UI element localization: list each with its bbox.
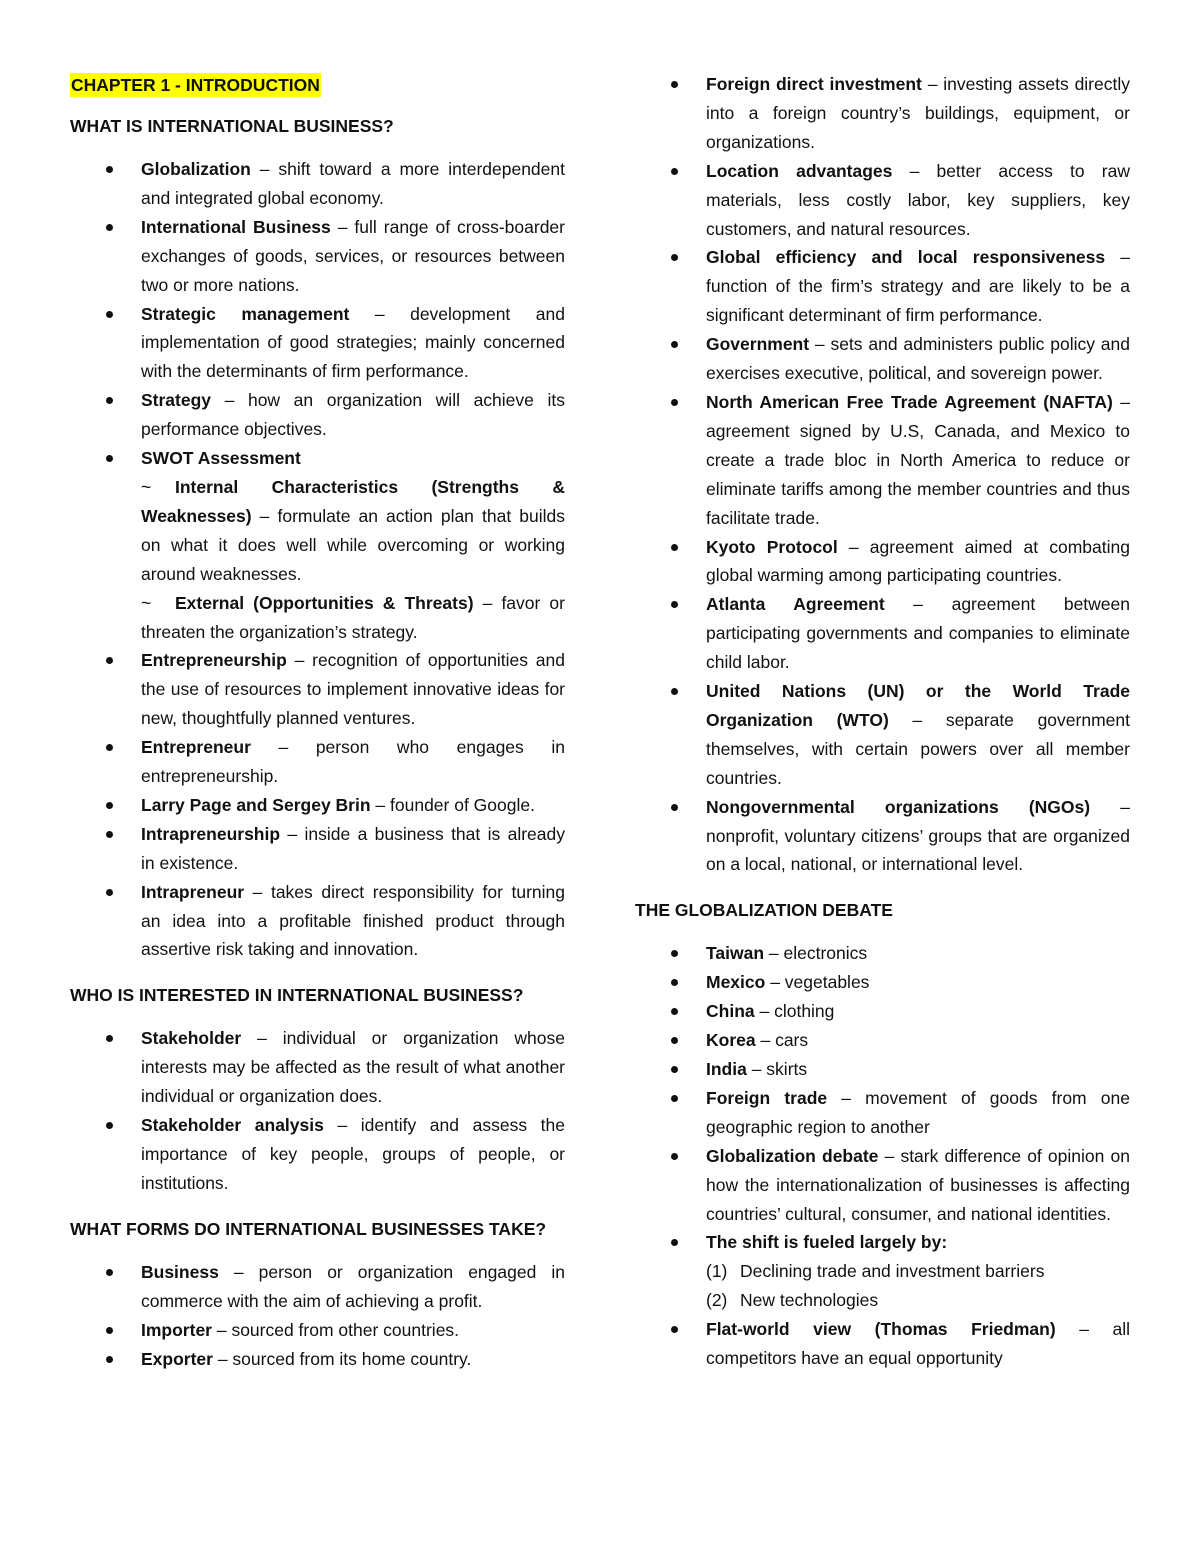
section-heading-what-is: WHAT IS INTERNATIONAL BUSINESS? (70, 116, 394, 136)
list-item (70, 791, 565, 820)
bullet-icon (671, 254, 678, 261)
bullet-icon (671, 168, 678, 175)
list-item (635, 677, 1130, 793)
term: China (706, 1001, 755, 1022)
definition: – formulate an action plan that builds on what it does well while overcoming or working around weaknesses. (141, 505, 565, 584)
bullet-icon (671, 688, 678, 695)
term: The shift is fueled largely by: (706, 1232, 948, 1253)
bullet-icon (106, 1035, 113, 1042)
left-column (70, 70, 565, 1373)
list-item (635, 533, 1130, 591)
definition: – person who engages in entrepreneurship. (141, 737, 565, 787)
term: Stakeholder analysis (141, 1115, 324, 1136)
definition: – better access to raw materials, less costly labor, key suppliers, key customers, and natural resources. (706, 160, 1130, 239)
list-item (70, 1316, 565, 1345)
definition: – cars (755, 1030, 809, 1051)
list-item (635, 243, 1130, 330)
bullet-icon (106, 889, 113, 896)
definition: – favor or threaten the organization’s strategy. (141, 592, 565, 642)
term: Intrapreneurship (141, 823, 281, 844)
definition: – electronics (764, 943, 868, 964)
bullet-icon (671, 1066, 678, 1073)
bullet-icon (671, 950, 678, 957)
section-heading-globalization-debate: THE GLOBALIZATION DEBATE (635, 900, 893, 921)
term: Flat-world view (Thomas Friedman) (706, 1319, 1056, 1340)
swot-external (141, 589, 565, 647)
definition: – separate government themselves, with certain powers over all member countries. (706, 709, 1130, 788)
list-item (70, 213, 565, 300)
list-item (635, 590, 1130, 677)
list-item (70, 820, 565, 878)
list-item (635, 939, 1130, 968)
term: Importer (141, 1319, 212, 1340)
list-item (635, 157, 1130, 244)
tilde-marker: ~ (141, 476, 152, 497)
term: Government (706, 334, 810, 355)
definition: – stark difference of opinion on how the internationalization of businesses is affecting countries’ cultural, consumer, and national identities. (706, 1145, 1130, 1224)
definition: – development and implementation of good strategies; mainly concerned with the determinants of firm performance. (141, 303, 565, 382)
bullet-icon (671, 979, 678, 986)
term: Nongovernmental organizations (NGOs) (706, 796, 1091, 817)
term: Mexico (706, 972, 766, 993)
chapter-title: CHAPTER 1 - INTRODUCTION (71, 75, 320, 95)
bullet-list (635, 939, 1130, 1257)
term: Larry Page and Sergey Brin (141, 794, 371, 815)
term: Foreign direct investment (706, 74, 922, 94)
definition: – investing assets directly into a foreign country’s buildings, equipment, or organizations. (706, 74, 1130, 152)
bullet-icon (106, 1122, 113, 1129)
definition: – nonprofit, voluntary citizens’ groups that are organized on a local, national, or international level. (706, 796, 1130, 875)
list-item (635, 70, 1130, 157)
term: North American Free Trade Agreement (NAFTA) (706, 391, 1113, 412)
list-item (635, 388, 1130, 533)
definition: – recognition of opportunities and the use of resources to implement innovative ideas for new, thoughtfully planned ventures. (141, 650, 565, 729)
list-item (70, 386, 565, 444)
term: Atlanta Agreement (706, 594, 885, 615)
definition: – how an organization will achieve its performance objectives. (141, 390, 565, 440)
bullet-icon (671, 1095, 678, 1102)
list-item (70, 1111, 565, 1198)
tilde-marker: ~ (141, 592, 152, 613)
list-item-shift (635, 1228, 1130, 1257)
list-item (635, 968, 1130, 997)
list-item (635, 330, 1130, 388)
list-item (635, 1315, 1130, 1373)
list-item (635, 1026, 1130, 1055)
definition: – inside a business that is already in existence. (141, 823, 565, 873)
term: Foreign trade (706, 1087, 828, 1108)
numbered-point (635, 1286, 1130, 1315)
bullet-list (70, 1258, 565, 1374)
definition: – movement of goods from one geographic region to another (706, 1087, 1130, 1137)
bullet-icon (671, 1153, 678, 1160)
term: United Nations (UN) or the World Trade Organization (WTO) (706, 681, 1130, 730)
bullet-icon (106, 744, 113, 751)
bullet-icon (106, 657, 113, 664)
term: Internal Characteristics (Strengths & Weaknesses) (141, 476, 565, 526)
list-item (635, 997, 1130, 1026)
term: India (706, 1059, 747, 1079)
bullet-icon (671, 804, 678, 811)
term: Korea (706, 1030, 756, 1051)
definition: – full range of cross-boarder exchanges of goods, services, or resources between two or more nations. (141, 216, 565, 295)
definition: – takes direct responsibility for turning an idea into a profitable finished product through assertive risk taking and innovation. (141, 881, 565, 960)
term: Exporter (141, 1348, 213, 1369)
term: International Business (141, 216, 331, 237)
definition: – sets and administers public policy and exercises executive, political, and sovereign power. (706, 334, 1130, 384)
definition: – sourced from its home country. (212, 1348, 472, 1369)
list-item (70, 1258, 565, 1316)
bullet-icon (106, 1327, 113, 1334)
term: Location advantages (706, 160, 893, 181)
point-text: Declining trade and investment barriers (740, 1261, 1045, 1282)
right-column (635, 70, 1130, 1373)
term: Entrepreneurship (141, 650, 287, 671)
definition: – agreement between participating governments and companies to eliminate child labor. (706, 594, 1130, 673)
bullet-icon (671, 341, 678, 348)
bullet-list (70, 155, 565, 964)
bullet-list (635, 70, 1130, 879)
bullet-icon (106, 311, 113, 318)
list-item (70, 155, 565, 213)
definition: – sourced from other countries. (211, 1319, 460, 1340)
number-marker: (2) (706, 1290, 728, 1311)
definition: – clothing (754, 1001, 835, 1022)
bullet-icon (671, 1326, 678, 1333)
list-item (635, 1084, 1130, 1142)
number-marker: (1) (706, 1261, 728, 1282)
list-item (635, 793, 1130, 880)
list-item (70, 300, 565, 387)
term: Strategy (141, 390, 212, 411)
term: Taiwan (706, 943, 765, 964)
bullet-icon (106, 224, 113, 231)
definition: – skirts (746, 1059, 808, 1079)
section-heading-who-is: WHO IS INTERESTED IN INTERNATIONAL BUSINESS? (70, 985, 524, 1006)
point-text: New technologies (740, 1290, 879, 1311)
list-item (70, 878, 565, 965)
term: Globalization debate (706, 1145, 879, 1166)
term: Intrapreneur (141, 881, 245, 902)
term: Stakeholder (141, 1028, 242, 1049)
definition: – function of the firm’s strategy and are likely to be a significant determinant of firm performance. (706, 247, 1130, 326)
term: Kyoto Protocol (706, 536, 838, 557)
bullet-icon (106, 455, 113, 462)
bullet-icon (106, 1356, 113, 1363)
list-item (70, 733, 565, 791)
bullet-list (635, 1315, 1130, 1373)
bullet-icon (671, 1037, 678, 1044)
bullet-icon (671, 399, 678, 406)
bullet-icon (671, 601, 678, 608)
bullet-icon (106, 1269, 113, 1276)
list-item (70, 646, 565, 733)
bullet-icon (106, 802, 113, 809)
term: Business (141, 1261, 219, 1282)
bullet-icon (106, 831, 113, 838)
definition: – founder of Google. (370, 794, 535, 815)
term: Strategic management (141, 303, 350, 324)
bullet-icon (671, 544, 678, 551)
list-item (635, 1055, 1130, 1084)
list-item-swot (70, 444, 565, 646)
section-heading-what-forms: WHAT FORMS DO INTERNATIONAL BUSINESSES TAKE? (70, 1218, 547, 1239)
term: Entrepreneur (141, 737, 251, 758)
swot-internal (141, 473, 565, 589)
bullet-icon (671, 81, 678, 88)
term: SWOT Assessment (141, 448, 301, 469)
definition: – person or organization engaged in commerce with the aim of achieving a profit. (141, 1261, 565, 1311)
bullet-list (70, 1024, 565, 1197)
definition: – identify and assess the importance of key people, groups of people, or institutions. (141, 1115, 565, 1193)
numbered-point (635, 1257, 1130, 1286)
definition: – agreement aimed at combating global warming among participating countries. (706, 536, 1130, 586)
list-item (70, 1345, 565, 1374)
term: Global efficiency and local responsiveness (706, 247, 1106, 268)
definition: – shift toward a more interdependent and integrated global economy. (141, 159, 565, 208)
definition: – individual or organization whose interests may be affected as the result of what another individual or organization does. (141, 1028, 565, 1107)
definition: – agreement signed by U.S, Canada, and Mexico to create a trade bloc in North America to reduce or eliminate tariffs among the member countries and thus facilitate trade. (706, 391, 1130, 528)
list-item (70, 1024, 565, 1111)
term: Globalization (141, 159, 251, 179)
bullet-icon (106, 397, 113, 404)
definition: – vegetables (765, 972, 870, 993)
bullet-icon (671, 1008, 678, 1015)
bullet-icon (671, 1239, 678, 1246)
definition: – all competitors have an equal opportunity (706, 1319, 1130, 1369)
list-item (635, 1142, 1130, 1229)
bullet-icon (106, 166, 113, 173)
term: External (Opportunities & Threats) (175, 592, 474, 613)
